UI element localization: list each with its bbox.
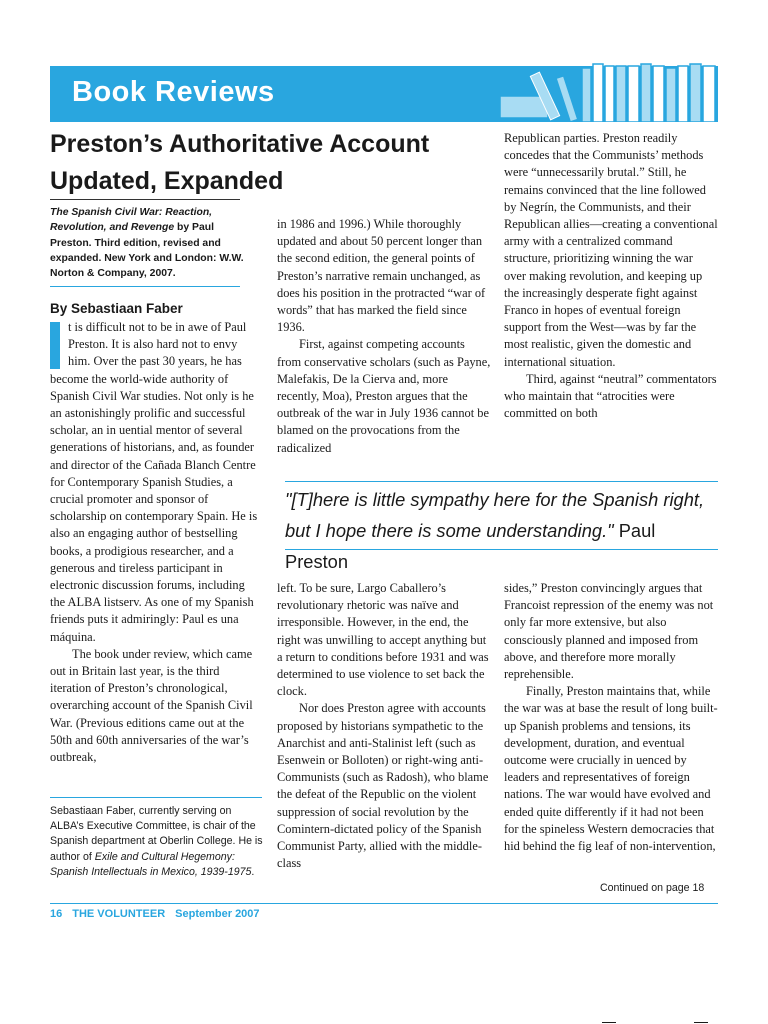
paragraph: First, against competing accounts from conservative scholars (such as Payne, Malefakis, De la Cierva and, more recently, Moa), Preston argues that the outbreak of the war in July 1936 cannot be blamed on the provocations from the radicalized xyxy=(277,337,491,455)
book-title: The Spanish Civil War: Reaction, Revolution, and Revenge xyxy=(50,207,213,234)
pull-quote-text: "[T]here is little sympathy here for the Spanish right, but I hope there is some understanding." xyxy=(285,489,705,541)
paragraph: t is difficult not to be in awe of Paul Preston. It is also hard not to envy him. Over the past 30 years, he has become the world-wide authority of Spanish Civil War studies. Not only is he an astonishingly prolific and successful scholar, an in uential mentor of several generations of historians, and, as founder and director of the Cañada Blanch Centre for Contemporary Spanish Studies, a crucial promoter and sponsor of scholarship on contemporary Spain. He is also an engaging author of bestselling books, a prodigious researcher, and a generous and tireless participant in electronic discussion forums, including the ALBA listserv. As one of my Spanish friends puts it admiringly: Paul es una máquina. xyxy=(50,320,258,644)
book-info xyxy=(50,205,255,281)
section-banner xyxy=(50,66,718,122)
pull-quote-attribution: Paul Preston xyxy=(285,520,656,572)
column-1 xyxy=(50,319,262,766)
bio-end: . xyxy=(251,865,255,878)
article-headline: Preston’s Authoritative Account Updated, Expanded xyxy=(50,130,430,195)
page-number: 16 xyxy=(50,908,63,920)
author-bio xyxy=(50,804,265,880)
book-info-divider xyxy=(50,286,240,287)
crop-mark xyxy=(602,1022,616,1023)
paragraph: sides,” Preston convincingly argues that Francoist repression of the enemy was not only far more extensive, but also consciously planned and imposed from above, and therefore more morally reprehensible. xyxy=(504,581,714,682)
headline-divider xyxy=(50,199,240,200)
paragraph: Republican parties. Preston readily concedes that the Communists’ methods were “unnecessarily brutal.” Still, he remains convinced that the line followed by Negrín, the Communists, and their Republican allies—creating a conventional army with a centralized command structure, prioritizing winning the war over making revolution, and keeping up the increasingly desperate fight against Franco in hopes of eventual foreign support from the West—was by far the most realistic, given the domestic and international situation. xyxy=(504,131,718,369)
issue-date: September 2007 xyxy=(175,908,260,920)
crop-mark xyxy=(694,1022,708,1023)
publication-name: THE VOLUNTEER xyxy=(72,908,166,920)
pull-quote xyxy=(285,484,718,577)
pull-quote-top-rule xyxy=(285,481,718,482)
paragraph: Finally, Preston maintains that, while the war was at base the result of long built-up Spanish problems and tensions, its development, duration, and eventual outcome were crucially in uenced by leaders and representatives of foreign nations. The war would have evolved and ended quite differently if it had not been for the spineless Western democracies that hid behind the fig leaf of non-intervention, xyxy=(504,684,718,854)
continued-note: Continued on page 18 xyxy=(600,882,705,894)
paragraph: Third, against “neutral” commentators who maintain that “atrocities were committed on both xyxy=(504,371,717,421)
page-footer xyxy=(50,908,270,920)
paragraph: left. To be sure, Largo Caballero’s revolutionary rhetoric was naïve and irresponsible. However, in the end, the right was unwilling to accept anything but a return to conditions before 1931 and was determined to use violence to set back the clock. xyxy=(277,581,489,699)
bio-book-title: Exile and Cultural Hegemony: Spanish Intellectuals in Mexico, 1939-1975 xyxy=(50,850,252,878)
pull-quote-bottom-rule xyxy=(285,549,718,550)
column-2-top xyxy=(277,216,491,457)
bio-divider xyxy=(50,797,262,798)
column-3-top xyxy=(504,130,718,422)
footer-rule xyxy=(50,903,718,904)
column-3-bottom xyxy=(504,580,718,855)
books-illustration xyxy=(500,36,718,122)
paragraph: Nor does Preston agree with accounts proposed by historians sympathetic to the Anarchist and anti-Stalinist left (such as Esenwein or Bolloten) or right-wing anti-Communists (such as Radosh), who blame the defeat of the Republic on the violent suppression of social revolution by the Comintern-dictated policy of the Spanish Communist Party, allied with the middle-class xyxy=(277,701,489,871)
paragraph: in 1986 and 1996.) While thoroughly updated and about 50 percent longer than the second edition, the general points of Preston’s narrative remain unchanged, as does his position in the protracted “war of words” that has marked the field since 1936. xyxy=(277,217,486,335)
drop-cap: I xyxy=(50,322,60,369)
byline: By Sebastiaan Faber xyxy=(50,301,183,316)
bio-text: Sebastiaan Faber, currently serving on ALBA’s Executive Committee, is chair of the Spanish department at Oberlin College. He is author of xyxy=(50,805,263,863)
section-title: Book Reviews xyxy=(72,76,275,108)
column-2-bottom xyxy=(277,580,491,872)
book-details: by Paul Preston. Third edition, revised and expanded. New York and London: W.W. Norton & Company, 2007. xyxy=(50,222,244,280)
paragraph: The book under review, which came out in Britain last year, is the third iteration of Preston’s chronological, overarching account of the Spanish Civil War. (Previous editions came out at the 50th and 60th anniversaries of the war’s outbreak, xyxy=(50,646,253,765)
